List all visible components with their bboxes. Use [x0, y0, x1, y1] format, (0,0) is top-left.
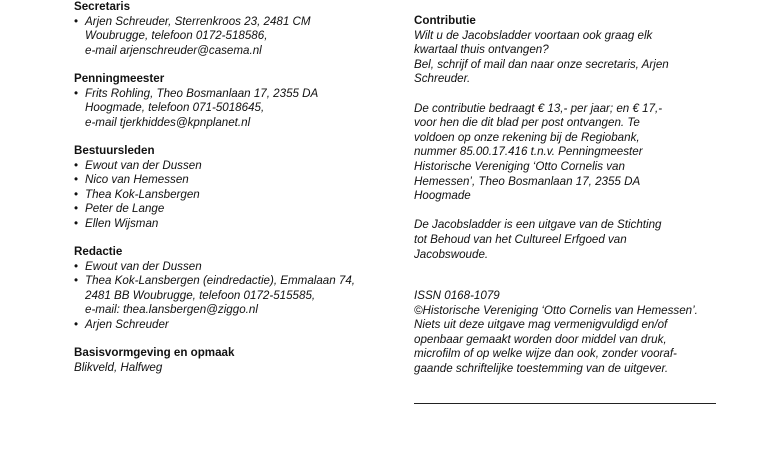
contributie-paragraph-1 [414, 29, 719, 87]
paragraph-line: De Jacobsladder is een uitgave van de Stichting [414, 218, 662, 232]
contributie-paragraph-3 [414, 218, 719, 262]
copyright-line: ©Historische Vereniging ‘Otto Cornelis van Hemessen’. [414, 303, 698, 317]
basisvormgeving-heading: Basisvormgeving en opmaak [74, 346, 235, 359]
bestuursleden-heading: Bestuursleden [74, 144, 155, 157]
redactie-heading: Redactie [74, 245, 123, 258]
redactie-line: 2481 BB Woubrugge, telefoon 0172-515585, [85, 288, 316, 302]
bestuursleden-section [74, 144, 394, 232]
list-item: • Thea Kok-Lansbergen [74, 188, 394, 203]
paragraph-line: tot Behoud van het Cultureel Erfgoed van [414, 232, 627, 246]
secretaris-line: • Arjen Schreuder, Sterrenkroos 23, 2481 CM [85, 14, 311, 28]
secretaris-section [74, 0, 394, 58]
paragraph-line: Wilt u de Jacobsladder voortaan ook graag elk [414, 28, 653, 42]
paragraph-line: voldoen op onze rekening bij de Regiobank, [414, 130, 640, 144]
paragraph-line: voor hen die dit blad per post ontvangen. Te [414, 116, 640, 130]
paragraph-line: Bel, schrijf of mail dan naar onze secretaris, Arjen [414, 57, 669, 71]
paragraph-line: De contributie bedraagt € 13,- per jaar; en € 17,- [414, 101, 663, 115]
bestuursleden-list [74, 159, 394, 232]
list-item: • Ellen Wijsman [74, 217, 394, 232]
redactie-line: • Ewout van der Dussen [85, 259, 202, 273]
redactie-line: • Thea Kok-Lansbergen (eindredactie), Emmalaan 74, [85, 274, 356, 288]
paragraph-line: Hemessen’, Theo Bosmanlaan 17, 2355 DA [414, 174, 641, 188]
penningmeester-line: Hoogmade, telefoon 071-5018645, [85, 101, 265, 115]
penningmeester-entry [74, 87, 394, 131]
colofon-line: microfilm of op welke wijze dan ook, zonder vooraf- [414, 347, 677, 361]
basisvormgeving-section [74, 346, 394, 375]
secretaris-email: e-mail arjenschreuder@casema.nl [85, 43, 262, 57]
penningmeester-list [74, 87, 394, 131]
secretaris-list [74, 15, 394, 59]
paragraph-line: Historische Vereniging ‘Otto Cornelis van [414, 159, 625, 173]
list-item: • Ewout van der Dussen [74, 159, 394, 174]
issn-line: ISSN 0168-1079 [414, 289, 500, 302]
redactie-email: e-mail: thea.lansbergen@ziggo.nl [85, 303, 258, 317]
redactie-section [74, 245, 394, 333]
list-item [74, 318, 394, 333]
colofon-line: gaande schriftelijke toestemming van de uitgever. [414, 361, 669, 375]
paragraph-line: nummer 85.00.17.416 t.n.v. Penningmeester [414, 145, 643, 159]
colofon-line: Niets uit deze uitgave mag vermenigvuldigd en/of [414, 318, 668, 332]
redactie-list [74, 260, 394, 333]
colofon-section [414, 289, 719, 377]
horizontal-rule [414, 403, 716, 404]
paragraph-line: Hoogmade [414, 189, 471, 203]
contributie-heading: Contributie [414, 14, 476, 27]
basisvormgeving-text: Blikveld, Halfweg [74, 360, 163, 374]
penningmeester-heading: Penningmeester [74, 72, 165, 85]
secretaris-heading: Secretaris [74, 0, 131, 13]
list-item [74, 260, 394, 275]
secretaris-entry [74, 15, 394, 59]
contributie-paragraph-2 [414, 102, 719, 204]
penningmeester-email: e-mail tjerkhiddes@kpnplanet.nl [85, 115, 251, 129]
list-item [74, 274, 394, 318]
paragraph-line: kwartaal thuis ontvangen? [414, 43, 549, 57]
colofon-line: openbaar gemaakt worden door middel van druk, [414, 332, 667, 346]
paragraph-line: Schreuder. [414, 72, 471, 86]
secretaris-line: Woubrugge, telefoon 0172-518586, [85, 29, 268, 43]
penningmeester-section [74, 72, 394, 130]
penningmeester-line: • Frits Rohling, Theo Bosmanlaan 17, 2355 DA [85, 86, 319, 100]
list-item: • Peter de Lange [74, 202, 394, 217]
list-item: • Nico van Hemessen [74, 173, 394, 188]
redactie-line: • Arjen Schreuder [85, 317, 169, 331]
paragraph-line: Jacobswoude. [414, 247, 489, 261]
colofon-text [414, 289, 719, 377]
contributie-section [414, 14, 719, 262]
